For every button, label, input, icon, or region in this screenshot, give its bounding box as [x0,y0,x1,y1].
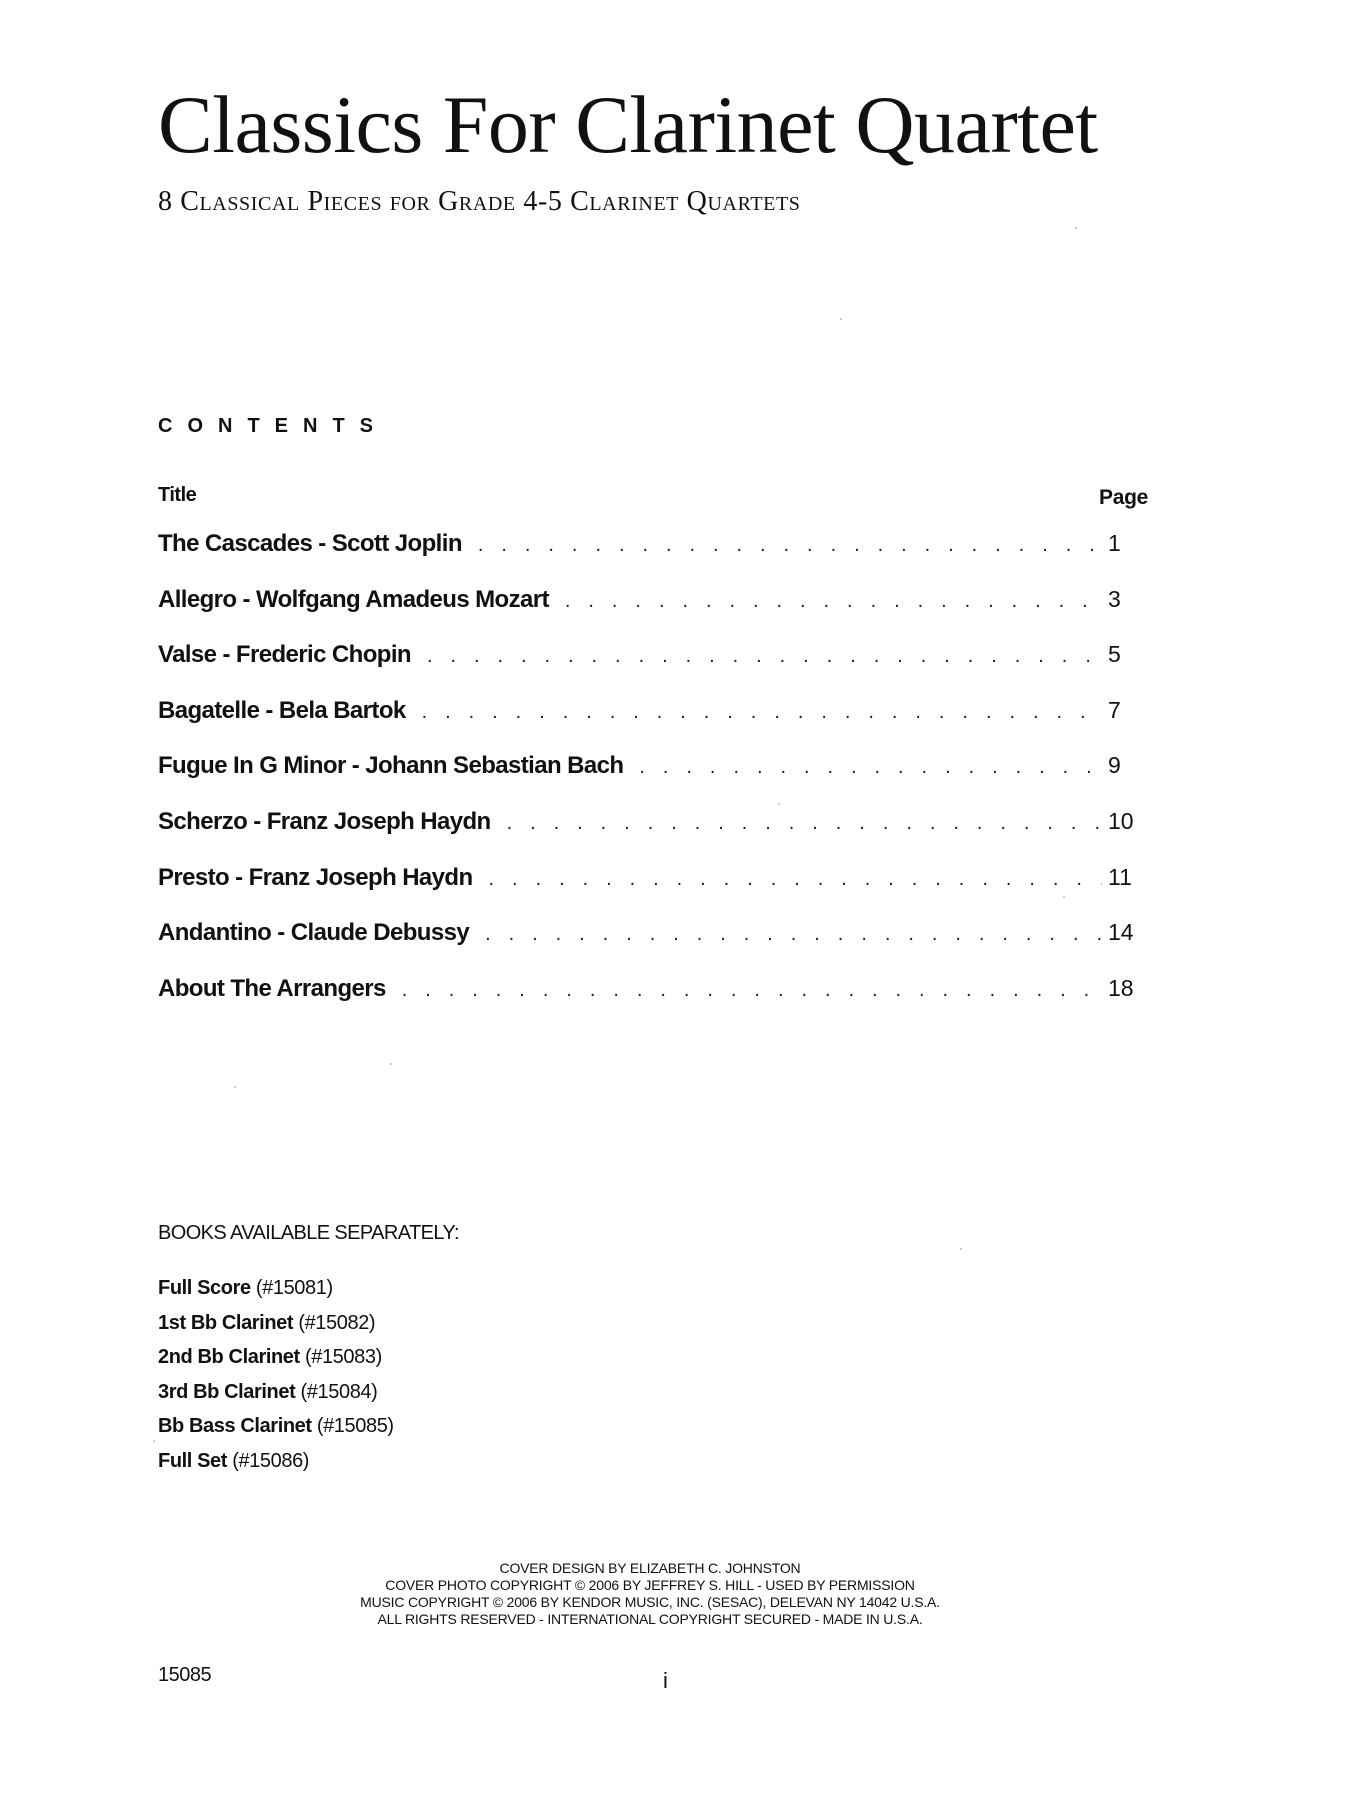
toc-entry [158,530,1148,586]
list-item [158,1415,394,1450]
toc-entry-title: About The Arrangers [158,974,386,1002]
book-number: (#15083) [304,1346,382,1369]
table-of-contents [158,530,1148,1030]
toc-entry [158,752,1148,808]
toc-entry-title: Allegro - Wolfgang Amadeus Mozart [158,585,549,613]
toc-entry [158,919,1148,975]
dot-leader [489,868,1102,891]
scan-speck [1075,227,1077,229]
dot-leader [427,645,1102,668]
book-number: (#15082) [298,1311,376,1334]
books-list [158,1277,394,1485]
list-item [158,1277,394,1312]
scan-speck [840,318,842,320]
toc-entry-title: Fugue In G Minor - Johann Sebastian Bach [158,752,624,780]
scan-speck [778,803,780,805]
toc-entry [158,641,1148,697]
scan-speck [960,1248,962,1250]
toc-entry-title: Andantino - Claude Debussy [158,919,470,947]
page-subtitle: 8 Classical Pieces for Grade 4-5 Clarinet Quartets [158,186,801,217]
scan-speck [153,1440,155,1442]
credit-line: COVER PHOTO COPYRIGHT © 2006 BY JEFFREY S. HILL - USED BY PERMISSION [385,1577,915,1593]
toc-entry-title: Presto - Franz Joseph Haydn [158,863,473,891]
scan-speck [390,1063,392,1065]
toc-entry [158,975,1148,1031]
book-number: (#15084) [300,1380,378,1403]
dot-leader [402,979,1102,1002]
toc-entry-page: 9 [1108,752,1121,779]
page-title: Classics For Clarinet Quartet [158,79,1098,170]
credit-line: MUSIC COPYRIGHT © 2006 BY KENDOR MUSIC, INC. (SESAC), DELEVAN NY 14042 U.S.A. [360,1594,940,1610]
dot-leader [639,756,1102,779]
dot-leader [478,534,1102,557]
dot-leader [507,812,1102,835]
book-number: (#15085) [316,1415,394,1438]
toc-entry-title: The Cascades - Scott Joplin [158,530,462,557]
list-item [158,1346,394,1381]
title-column-header: Title [158,484,197,506]
toc-entry-page: 7 [1108,696,1121,723]
book-name: Bb Bass Clarinet [158,1415,312,1438]
toc-entry-title: Scherzo - Franz Joseph Haydn [158,807,491,835]
credit-line: COVER DESIGN BY ELIZABETH C. JOHNSTON [499,1560,801,1576]
list-item [158,1450,394,1485]
book-name: 1st Bb Clarinet [158,1311,294,1334]
toc-entry-page: 3 [1108,585,1121,612]
scan-speck [234,1086,236,1088]
book-number: (#15086) [232,1449,310,1472]
dot-leader [485,923,1102,946]
list-item [158,1312,394,1347]
contents-heading: CONTENTS [158,415,388,437]
toc-entry-page: 1 [1108,530,1121,556]
toc-entry-page: 10 [1108,807,1134,834]
toc-entry-page: 5 [1108,641,1121,668]
copyright-credits [0,1560,1300,1628]
book-name: Full Score [158,1277,251,1299]
toc-entry-page: 14 [1108,919,1134,946]
list-item [158,1381,394,1416]
book-name: Full Set [158,1449,228,1472]
toc-entry [158,864,1148,920]
dot-leader [565,590,1102,613]
toc-entry [158,586,1148,642]
toc-entry-page: 11 [1108,863,1132,890]
toc-entry-page: 18 [1108,974,1134,1001]
toc-entry-title: Valse - Frederic Chopin [158,641,411,669]
toc-entry-title: Bagatelle - Bela Bartok [158,696,406,724]
toc-entry [158,697,1148,753]
credit-line: ALL RIGHTS RESERVED - INTERNATIONAL COPYRIGHT SECURED - MADE IN U.S.A. [377,1611,923,1627]
book-name: 3rd Bb Clarinet [158,1380,296,1403]
book-number: (#15081) [255,1277,333,1299]
scan-speck [1063,896,1065,898]
book-name: 2nd Bb Clarinet [158,1346,300,1369]
page-column-header: Page [1099,486,1148,509]
toc-entry [158,808,1148,864]
page-number: i [663,1668,668,1693]
books-heading: BOOKS AVAILABLE SEPARATELY: [158,1222,459,1244]
product-number: 15085 [158,1664,212,1686]
dot-leader [422,701,1102,724]
